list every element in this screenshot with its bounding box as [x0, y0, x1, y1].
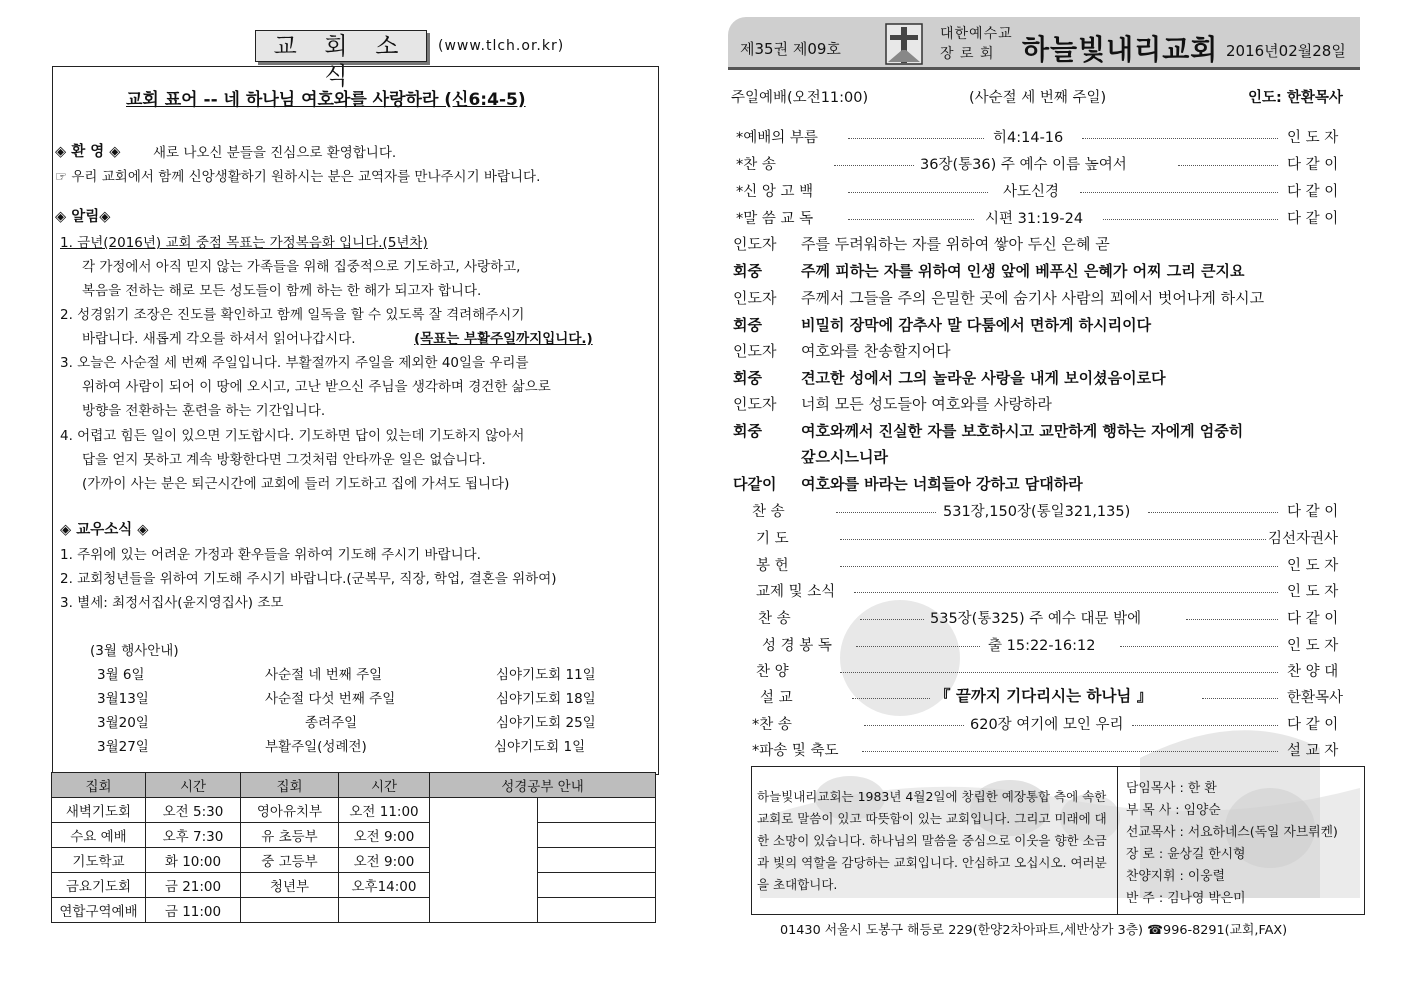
- order-content: 36장(통36) 주 예수 이름 높여서: [920, 157, 1127, 173]
- leader-dots: [1202, 698, 1278, 699]
- leader-dots: [840, 539, 1266, 540]
- staff-line: 찬양지휘 : 이웅렬: [1126, 869, 1225, 884]
- order-who: 한환목사: [1287, 690, 1344, 706]
- reading-text: 갚으시느니라: [801, 448, 888, 466]
- order-who: 다 같 이: [1287, 717, 1339, 733]
- table-cell: 오후 7:30: [146, 823, 241, 848]
- notice-line: 바랍니다. 새롭게 각오를 하셔서 읽어나갑시다.: [82, 331, 356, 347]
- table-row: [52, 898, 656, 923]
- order-content: 사도신경: [1003, 184, 1060, 200]
- notice-line: 복음을 전하는 해로 모든 성도들이 함께 하는 한 해가 되고자 합니다.: [82, 283, 482, 299]
- bible-study-cell: [430, 798, 538, 923]
- order-item: 기 도: [756, 531, 789, 547]
- header-cell: 시간: [339, 773, 430, 798]
- denomination: [940, 24, 1013, 64]
- staff-line: 장 로 : 윤상길 한시형: [1126, 847, 1246, 862]
- notice-line: 4. 어렵고 힘든 일이 있으면 기도합시다. 기도하면 답이 있는데 기도하지 않아서: [60, 428, 525, 444]
- table-cell: 기도학교: [52, 848, 146, 873]
- notice-title: ◈ 알림◈: [55, 209, 111, 225]
- header-cell: 집회: [241, 773, 339, 798]
- reading-text: 여호와를 찬송할지어다: [801, 342, 951, 360]
- welcome-text: 새로 나오신 분들을 진심으로 환영합니다.: [153, 145, 397, 161]
- denomination-line: 장 로 회: [940, 46, 995, 62]
- bible-study-cell: [538, 873, 656, 898]
- notice-line: 3. 오늘은 사순절 세 번째 주일입니다. 부활절까지 주일을 제외한 40일을 우리를: [60, 355, 529, 371]
- table-cell: 중 고등부: [241, 848, 339, 873]
- cross-logo-icon: [884, 22, 924, 66]
- notice-line: 1. 금년(2016년) 교회 중점 목표는 가정복음화 입니다.(5년차): [60, 235, 428, 251]
- reading-role: 회중: [733, 262, 762, 280]
- table-row: [52, 848, 656, 873]
- order-content: 620장 여기에 모인 우리: [970, 717, 1124, 733]
- member-news-line: 2. 교회청년들을 위하여 기도해 주시기 바랍니다.(군복무, 직장, 학업, 결혼을 위하여): [60, 571, 557, 587]
- leader-dots: [864, 725, 964, 726]
- order-who: 인 도 자: [1287, 584, 1339, 600]
- leader-dots: [1120, 646, 1278, 647]
- event-prayer: 심야기도회 11일: [496, 667, 596, 683]
- info-divider: [1117, 766, 1118, 915]
- church-name: 하늘빛내리교회: [1022, 33, 1219, 66]
- reading-role: 회중: [733, 369, 762, 387]
- leader-dots: [840, 566, 1278, 567]
- table-cell: 화 10:00: [146, 848, 241, 873]
- order-who: 다 같 이: [1287, 211, 1339, 227]
- bible-study-cell: [538, 848, 656, 873]
- table-cell: 오전 9:00: [339, 823, 430, 848]
- welcome-title: ◈ 환 영 ◈: [55, 144, 121, 160]
- order-content: 535장(통325) 주 예수 대문 밖에: [930, 611, 1142, 627]
- header-cell: 시간: [146, 773, 241, 798]
- liturgical-season: (사순절 세 번째 주일): [969, 90, 1107, 106]
- website-url: (www.tlch.or.kr): [438, 38, 565, 54]
- leader-dots: [1103, 219, 1278, 220]
- table-cell: 수요 예배: [52, 823, 146, 848]
- table-cell: 유 초등부: [241, 823, 339, 848]
- event-date: 3월20일: [97, 715, 149, 731]
- leader-dots: [852, 698, 930, 699]
- leader-dots: [1080, 192, 1278, 193]
- event-prayer: 심야기도회 25일: [496, 715, 596, 731]
- order-who: 인 도 자: [1287, 638, 1339, 654]
- leader-dots: [1132, 725, 1278, 726]
- staff-line: 반 주 : 김나영 박은미: [1126, 891, 1246, 906]
- table-cell: 오전 5:30: [146, 798, 241, 823]
- bible-study-cell: [538, 798, 656, 823]
- table-cell: 청년부: [241, 873, 339, 898]
- reading-role: 인도자: [733, 235, 777, 253]
- church-address: 01430 서울시 도봉구 해등로 229(한양2차아파트,세반상가 3층) ☎996-8291(교회,FAX): [780, 923, 1288, 938]
- leader-dots: [840, 672, 1278, 673]
- event-name: 사순절 네 번째 주일: [265, 667, 383, 683]
- church-motto: 교회 표어 -- 네 하나님 여호와를 사랑하라 (신6:4-5): [126, 90, 526, 110]
- order-item: *신 앙 고 백: [736, 184, 814, 200]
- reading-role: 회중: [733, 422, 762, 440]
- event-date: 3월13일: [97, 691, 149, 707]
- notice-line: 답을 얻지 못하고 계속 방황한다면 그것처럼 안타까운 일은 없습니다.: [82, 452, 486, 468]
- service-time: 주일예배(오전11:00): [731, 90, 869, 106]
- leader-dots: [834, 165, 914, 166]
- notice-line: 각 가정에서 아직 믿지 않는 가족들을 위해 집중적으로 기도하고, 사랑하고,: [82, 259, 521, 275]
- order-item: 교제 및 소식: [756, 584, 836, 600]
- notice-line-emphasis: (목표는 부활주일까지입니다.): [414, 331, 593, 347]
- order-who: 다 같 이: [1287, 184, 1339, 200]
- leader-dots: [1186, 619, 1278, 620]
- welcome-sub: ☞ 우리 교회에서 함께 신앙생활하기 원하시는 분은 교역자를 만나주시기 바랍니다.: [55, 169, 541, 185]
- reading-text: 비밀히 장막에 감추사 말 다툼에서 면하게 하시리이다: [801, 316, 1152, 334]
- leader-dots: [848, 192, 988, 193]
- header-cell: 집회: [52, 773, 146, 798]
- order-who: 다 같 이: [1287, 157, 1339, 173]
- order-item: 설 교: [760, 690, 793, 706]
- denomination-line: 대한예수교: [940, 26, 1013, 42]
- staff-line: 부 목 사 : 임양순: [1126, 803, 1221, 818]
- leader-dots: [1148, 512, 1278, 513]
- event-name: 종려주일: [305, 715, 358, 731]
- notice-line: (가까이 사는 분은 퇴근시간에 교회에 들러 기도하고 집에 가셔도 됩니다): [82, 476, 510, 492]
- order-item: 찬 양: [756, 664, 789, 680]
- order-item: *찬 송: [736, 157, 776, 173]
- reading-text: 여호와를 바라는 너희들아 강하고 담대하라: [801, 475, 1083, 493]
- order-content: 히4:14-16: [993, 130, 1064, 146]
- table-cell: 금요기도회: [52, 873, 146, 898]
- bible-study-cell: [538, 823, 656, 848]
- order-who: 다 같 이: [1287, 504, 1339, 520]
- bible-study-cell: [538, 898, 656, 923]
- notice-line: 방향을 전환하는 훈련을 하는 기간입니다.: [82, 403, 326, 419]
- notice-line: 위하여 사람이 되어 이 땅에 오시고, 고난 받으신 주님을 생각하며 경건한 삶으로: [82, 379, 551, 395]
- order-item: *파송 및 축도: [752, 743, 839, 759]
- order-item: 성 경 봉 독: [762, 638, 832, 654]
- table-cell: 오전 11:00: [339, 798, 430, 823]
- page-title: 교 회 소 식: [255, 30, 427, 62]
- table-header-row: [52, 773, 656, 798]
- order-content: 출 15:22-16:12: [988, 638, 1096, 654]
- meeting-schedule-table: [51, 772, 656, 923]
- order-item: 찬 송: [752, 504, 785, 520]
- member-news-line: 3. 별세: 최정서집사(윤지영집사) 조모: [60, 595, 284, 611]
- order-item: *말 씀 교 독: [736, 211, 814, 227]
- staff-line: 담임목사 : 한 환: [1126, 781, 1217, 796]
- reading-text: 주께서 그들을 주의 은밀한 곳에 숨기사 사람의 꾀에서 벗어나게 하시고: [801, 289, 1265, 307]
- event-prayer: 심야기도회 18일: [496, 691, 596, 707]
- order-who: 인 도 자: [1287, 558, 1339, 574]
- notice-line: 2. 성경읽기 조장은 진도를 확인하고 함께 일독을 할 수 있도록 잘 격려해주시기: [60, 307, 525, 323]
- leader-dots: [862, 751, 1278, 752]
- reading-text: 주를 두려워하는 자를 위하여 쌓아 두신 은혜 곧: [801, 235, 1110, 253]
- worship-leader: 인도: 한환목사: [1248, 90, 1343, 106]
- header-cell: 성경공부 안내: [430, 773, 656, 798]
- leader-dots: [860, 619, 924, 620]
- order-who: 설 교 자: [1287, 743, 1339, 759]
- bulletin-date: 2016년02월28일: [1226, 42, 1346, 60]
- order-who: 찬 양 대: [1287, 664, 1339, 680]
- leader-dots: [854, 592, 1278, 593]
- order-content: 시편 31:19-24: [985, 211, 1084, 227]
- table-cell: 오후14:00: [339, 873, 430, 898]
- leader-dots: [848, 219, 974, 220]
- table-cell: 영아유치부: [241, 798, 339, 823]
- leader-dots: [848, 138, 984, 139]
- event-name: 부활주일(성례전): [265, 739, 367, 755]
- leader-dots: [1082, 138, 1278, 139]
- table-cell: [241, 898, 339, 923]
- table-row: [52, 798, 656, 823]
- order-item: *예배의 부름: [736, 130, 818, 146]
- reading-role: 인도자: [733, 395, 777, 413]
- events-title: (3월 행사안내): [90, 643, 179, 659]
- leader-dots: [856, 646, 980, 647]
- reading-text: 여호와께서 진실한 자를 보호하시고 교만하게 행하는 자에게 엄중히: [801, 422, 1244, 440]
- volume-number: 제35권 제09호: [740, 40, 841, 58]
- order-who: 다 같 이: [1287, 611, 1339, 627]
- table-row: [52, 873, 656, 898]
- reading-text: 주께 피하는 자를 위하여 인생 앞에 베푸신 은혜가 어찌 그리 큰지요: [801, 262, 1245, 280]
- table-cell: 새벽기도회: [52, 798, 146, 823]
- sermon-title: 『 끝까지 기다리시는 하나님 』: [935, 687, 1153, 705]
- order-item: *찬 송: [752, 717, 792, 733]
- event-date: 3월27일: [97, 739, 149, 755]
- reading-role: 인도자: [733, 342, 777, 360]
- order-who: 인 도 자: [1287, 130, 1339, 146]
- reading-text: 너희 모든 성도들아 여호와를 사랑하라: [801, 395, 1052, 413]
- table-row: [52, 823, 656, 848]
- event-date: 3월 6일: [97, 667, 145, 683]
- reading-role: 다같이: [733, 475, 777, 493]
- table-cell: 연합구역예배: [52, 898, 146, 923]
- member-news-title: ◈ 교우소식 ◈: [60, 522, 149, 538]
- event-name: 사순절 다섯 번째 주일: [265, 691, 396, 707]
- order-who: 김선자권사: [1268, 531, 1339, 547]
- reading-text: 견고한 성에서 그의 놀라운 사랑을 내게 보이셨음이로다: [801, 369, 1166, 387]
- church-introduction: 하늘빛내리교회는 1983년 4월2일에 창립한 예장통합 측에 속한 교회로 말씀이 있고 따뜻함이 있는 교회입니다. 그리고 미래에 대한 소망이 있습니다. 하나님의 말씀을 중심으로 이웃을 향한 소금과 빛의 역할을 감당하는 교회입니다. 안심하고 오십시오. 여러분을 초대합니다.: [757, 789, 1107, 892]
- leader-dots: [836, 512, 936, 513]
- leader-dots: [1178, 165, 1278, 166]
- order-item: 봉 헌: [756, 558, 789, 574]
- member-news-line: 1. 주위에 있는 어려운 가정과 환우들을 위하여 기도해 주시기 바랍니다.: [60, 547, 481, 563]
- reading-role: 회중: [733, 316, 762, 334]
- staff-line: 선교목사 : 서요하네스(독일 자브뤼켄): [1126, 825, 1338, 840]
- table-cell: 금 11:00: [146, 898, 241, 923]
- order-content: 531장,150장(통일321,135): [943, 504, 1131, 520]
- table-cell: 금 21:00: [146, 873, 241, 898]
- reading-role: 인도자: [733, 289, 777, 307]
- order-item: 찬 송: [758, 611, 791, 627]
- event-prayer: 심야기도회 1일: [494, 739, 586, 755]
- table-cell: [339, 898, 430, 923]
- table-cell: 오전 9:00: [339, 848, 430, 873]
